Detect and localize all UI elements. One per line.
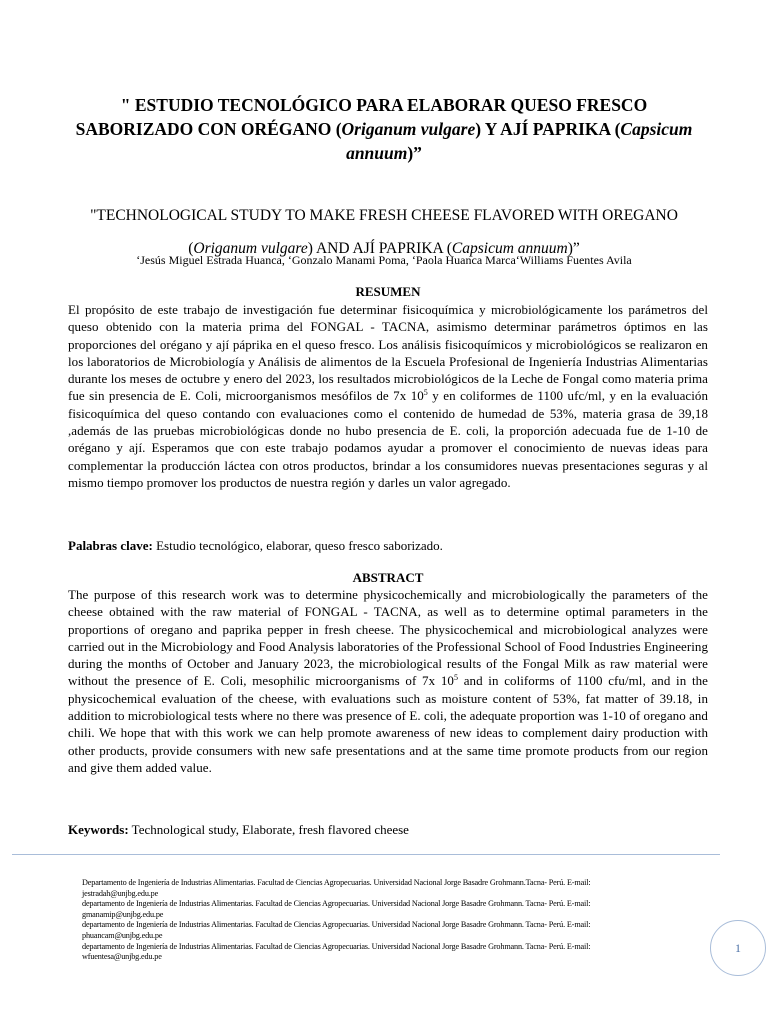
palabras-clave-label: Palabras clave: (68, 538, 153, 553)
abstract-body (68, 586, 708, 776)
footnote-2: departamento de Ingeniería de Industrias Alimentarias. Facultad de Ciencias Agropecuarias. Universidad Nacional Jorge Basadre Grohmann. Tacna- Perú. E-mail: gmanamip@unjbg.edu.pe (82, 899, 591, 919)
abstract-text-2: and in coliforms of 1100 cfu/ml, and in the physicochemical evaluation of the cheese, with evaluations such as moisture content of 53%, fat matter of 39.18, in addition to microbiological tests where no there was presence of E. coli, the adequate proportion was 1-10 of oregano and chili. We hope that with this work we can help promote awareness of new ideas to complement dairy production with other products, provide consumers with new safe presentations and at the same time promote products from our region and give them added value. (68, 673, 708, 775)
resumen-exponent: 5 (423, 388, 428, 398)
palabras-clave (68, 537, 708, 554)
footnote-4: departamento de Ingeniería de Industrias Alimentarias. Facultad de Ciencias Agropecuarias. Universidad Nacional Jorge Basadre Grohmann. Tacna- Perú. E-mail: wfuentesa@unjbg.edu.pe (82, 941, 591, 962)
title-en-species-oregano: Origanum vulgare (193, 240, 308, 257)
title-en-text-2: ) AND AJÍ PAPRIKA ( (307, 240, 452, 257)
abstract-heading: ABSTRACT (352, 570, 424, 585)
title-en-text-1: "TECHNOLOGICAL STUDY TO MAKE FRESH CHEESE FLAVORED WITH OREGANO ( (90, 207, 678, 257)
page-number: 1 (735, 940, 741, 955)
title-es-species-oregano: Origanum vulgare (341, 119, 476, 139)
title-es-text-2: ) Y AJÍ PAPRIKA ( (475, 119, 621, 139)
page-number-badge (710, 920, 766, 976)
resumen-text-2: y en coliformes de 1100 ufc/ml, y en la evaluación fisicoquímica del queso contando con evaluaciones como el contenido de humedad de 53%, materia grasa de 39,18 ,además de las pruebas microbiológicas donde no hubo presencia de E. coli, la proporción adecuada fue de 1-10 de orégano y ají. Esperamos que con este trabajo podamos ayudar a promover el conocimiento de nuevas ideas para complementar la producción láctea con otros productos, brindar a los consumidores nuevas presentaciones seguras y al mismo tiempo promover los productos de nuestra región y darles un valor agregado. (68, 388, 708, 490)
palabras-clave-text: Estudio tecnológico, elaborar, queso fresco saborizado. (152, 538, 443, 553)
footnote-1: Departamento de Ingeniería de Industrias Alimentarias. Facultad de Ciencias Agropecuarias. Universidad Nacional Jorge Basadre Grohmann.Tacna- Perú. E-mail: jestradah@unjbg.edu.pe (82, 878, 591, 898)
title-en-text-3: )” (567, 240, 580, 257)
resumen-heading: RESUMEN (355, 284, 421, 299)
footnotes (82, 878, 662, 963)
author-list: ‘Jesús Miguel Estrada Huanca, ‘Gonzalo Manami Poma, ‘Paola Huanca Marca‘Williams Fuentes Avila (136, 253, 632, 267)
abstract-text-1: The purpose of this research work was to determine physicochemically and microbiologically the parameters of the cheese obtained with the raw material of FONGAL - TACNA, as well as to determine optimal parameters in the proportions of oregano and paprika pepper in fresh cheese. The physicochemical and microbiological analyzes were carried out in the Microbiology and Food Analysis laboratories of the Professional School of Food Industries Engineering during the months of October and January 2023, the microbiological results of the Fongal Milk as raw material were without the presence of E. Coli, mesophilic microorganisms of 7x 10 (68, 587, 708, 689)
keywords-text: Technological study, Elaborate, fresh flavored cheese (128, 822, 409, 837)
title-es-text-3: )” (407, 143, 422, 163)
title-es-text-1: " ESTUDIO TECNOLÓGICO PARA ELABORAR QUESO FRESCO SABORIZADO CON ORÉGANO ( (75, 95, 648, 139)
footnote-3: departamento de Ingeniería de Industrias Alimentarias. Facultad de Ciencias Agropecuarias. Universidad Nacional Jorge Basadre Grohmann. Tacna- Perú. E-mail: phuancam@unjbg.edu.pe (82, 920, 591, 940)
title-es-species-paprika: Capsicum annuum (346, 119, 693, 163)
abstract-exponent: 5 (453, 673, 458, 683)
title-spanish (60, 93, 708, 165)
keywords-label: Keywords: (68, 822, 129, 837)
keywords (68, 821, 708, 838)
footnote-divider (12, 854, 720, 855)
resumen-text-1: El propósito de este trabajo de investigación fue determinar fisicoquímica y microbiológicamente los parámetros del queso obtenido con la materia prima del FONGAL - TACNA, asimismo determinar parámetros óptimos en las proporciones del orégano y ají páprika en el queso fresco. Los análisis fisicoquímicos y microbiológicos se realizaron en los laboratorios de Microbiología y Análisis de alimentos de la Escuela Profesional de Ingeniería Industrias Alimentarias durante los meses de octubre y enero del 2023, los resultados microbiológicos de la Leche de Fongal como materia prima fue sin presencia de E. Coli, microorganismos mesófilos de 7x 10 (68, 302, 708, 404)
resumen-body (68, 301, 708, 491)
title-en-species-paprika: Capsicum annuum (451, 240, 568, 257)
